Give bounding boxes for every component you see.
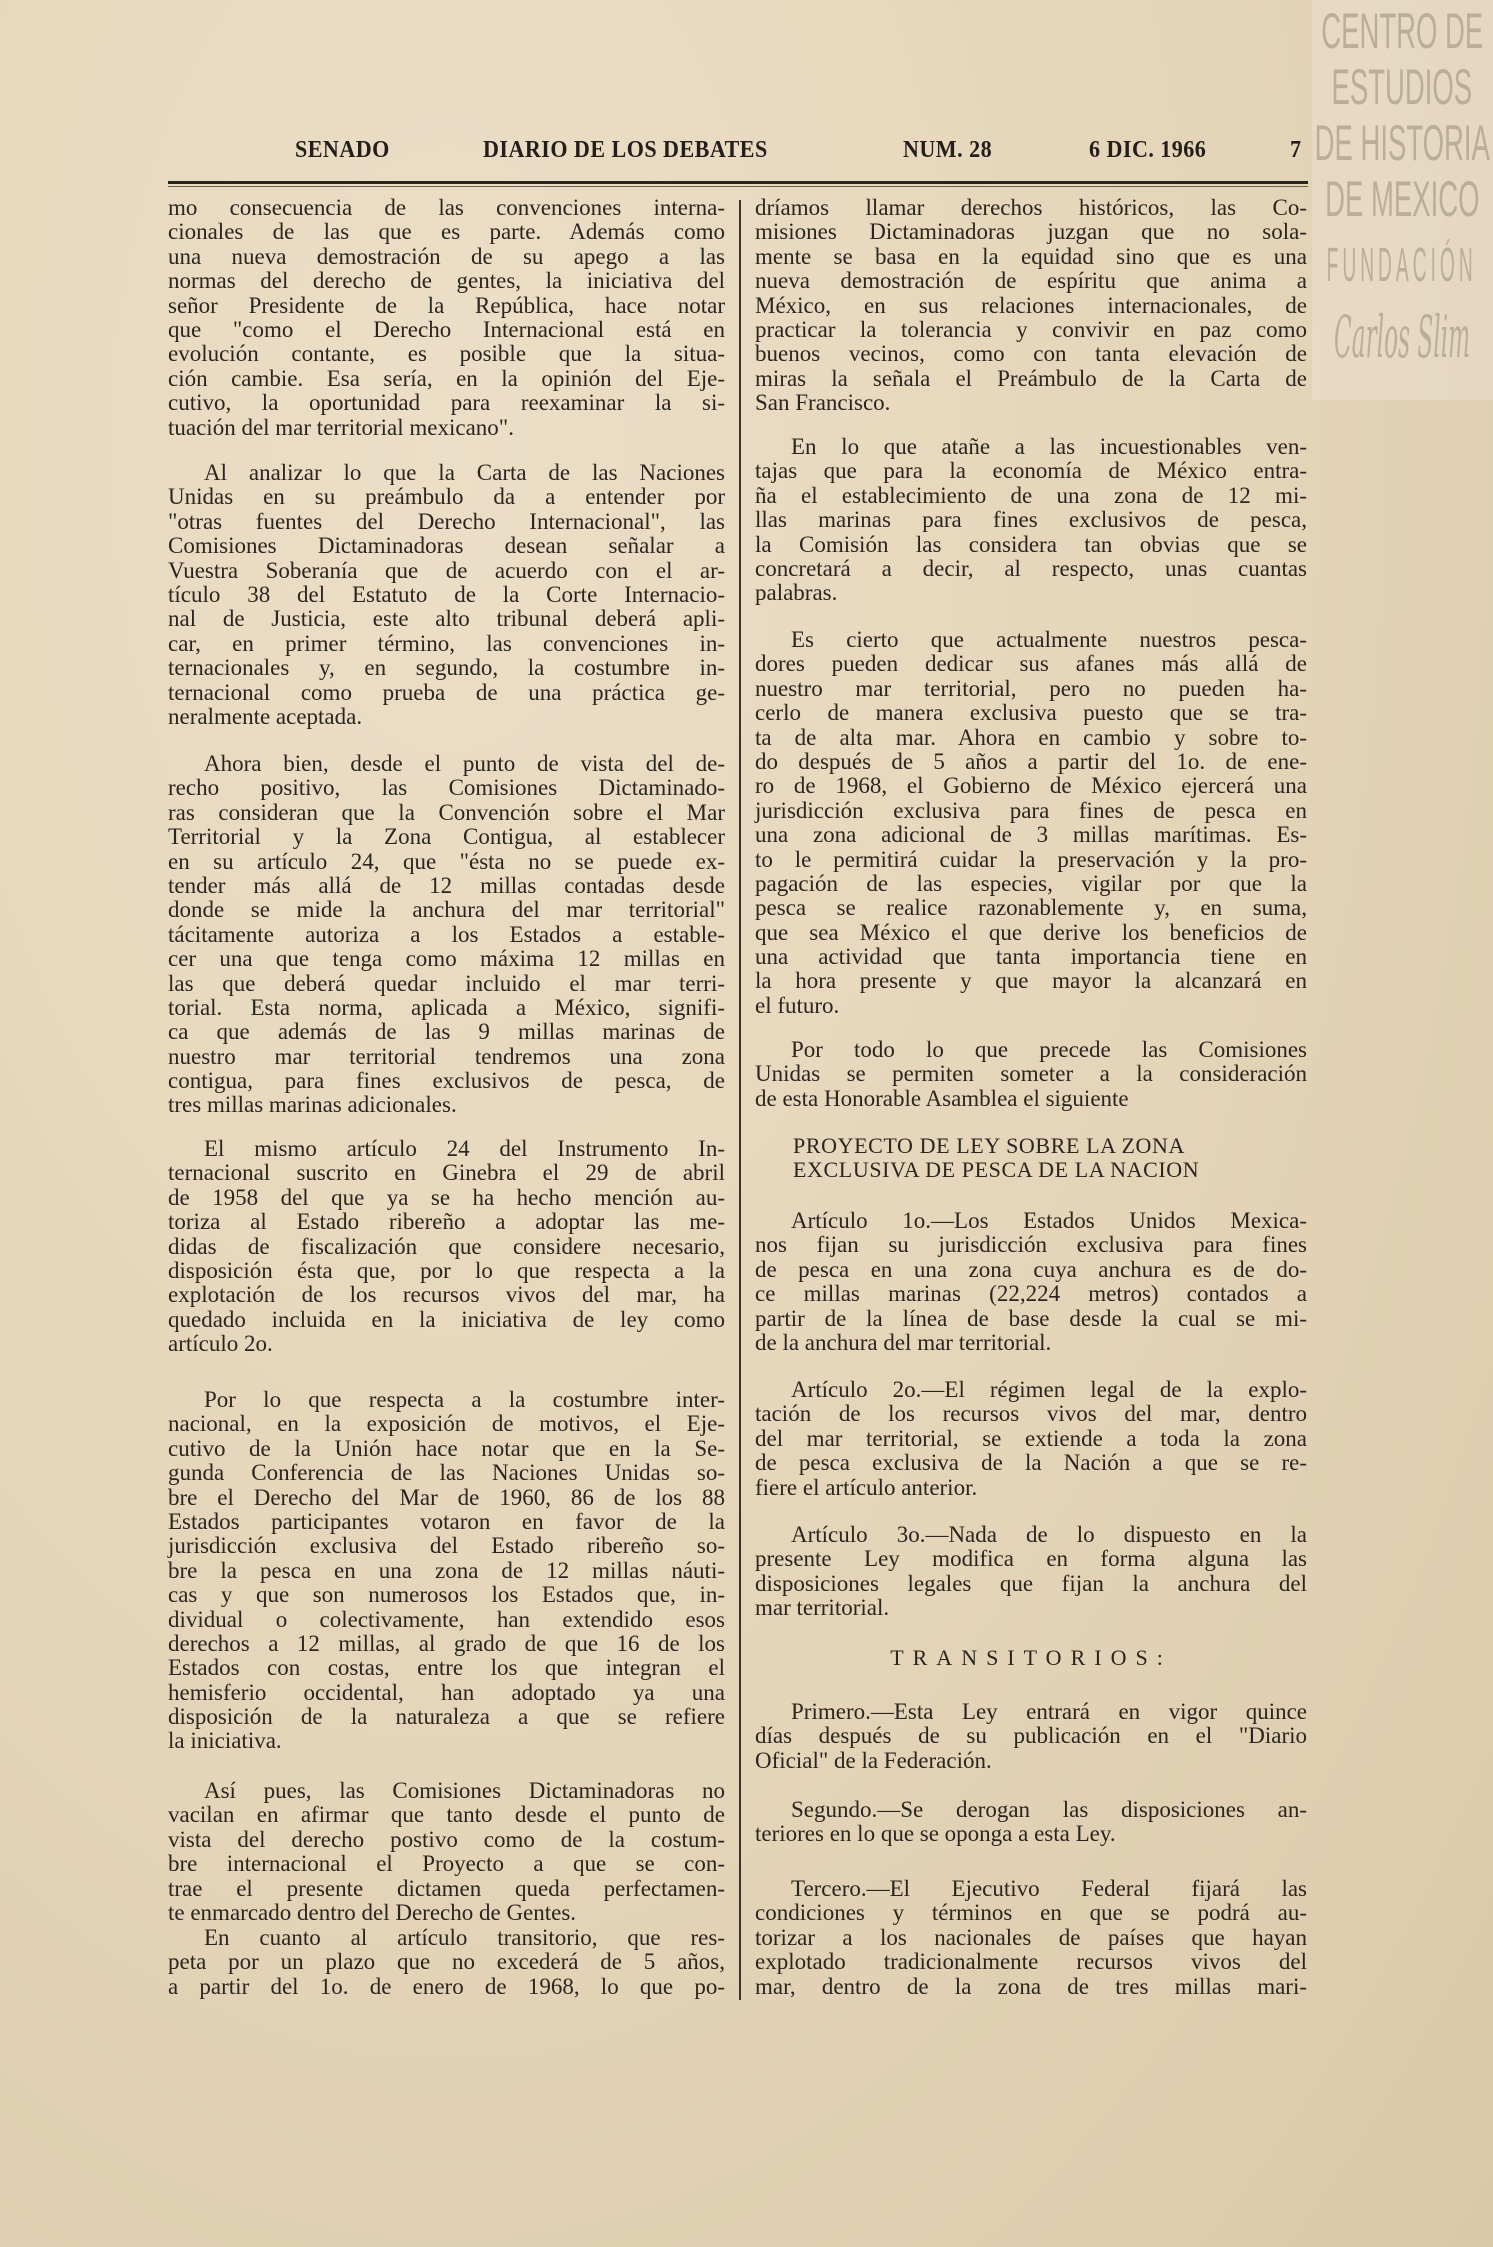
text-line: te enmarcado dentro del Derecho de Gentes. (168, 1899, 577, 1925)
text-line: ña el establecimiento de una zona de 12 mi- (755, 482, 1307, 508)
text-line: Unidas en su preámbulo da a entender por (168, 484, 725, 510)
text-line: Artículo 1o.—Los Estados Unidos Mexica- (791, 1208, 1307, 1233)
text-line: el futuro. (755, 992, 840, 1018)
header-date: 6 DIC. 1966 (1089, 137, 1207, 163)
header-rule (168, 181, 1308, 184)
text-line: Vuestra Soberanía que de acuerdo con el ar- (168, 557, 725, 583)
text-line: mar, dentro de la zona de tres millas mari- (755, 1973, 1307, 1999)
text-line: El mismo artículo 24 del Instrumento In- (204, 1136, 725, 1161)
text-line: jurisdicción exclusiva del Estado ribereño so- (168, 1533, 725, 1559)
paragraph (168, 1137, 725, 1357)
bill-heading-line: EXCLUSIVA DE PESCA DE LA NACION (793, 1157, 1200, 1182)
text-line: to le permitirá cuidar la preservación y la pro- (755, 846, 1307, 872)
text-line: nacional, en la exposición de motivos, el Eje- (168, 1411, 725, 1437)
text-line: de pesca exclusiva de la Nación a que se re- (755, 1450, 1307, 1476)
text-line: dividual o colectivamente, han extendido esos (168, 1606, 725, 1632)
text-line: Estados con costas, entre los que integran el (168, 1655, 725, 1681)
text-line: misiones Dictaminadoras juzgan que no sola- (755, 219, 1307, 245)
header-publication: DIARIO DE LOS DEBATES (483, 137, 768, 163)
text-line: cerlo de manera exclusiva puesto que se tra- (755, 700, 1307, 726)
text-line: ca que además de las 9 millas marinas de (168, 1019, 725, 1045)
text-line: En cuanto al artículo transitorio, que res- (204, 1925, 725, 1950)
text-line: ternacional suscrito en Ginebra el 29 de abril (168, 1160, 725, 1186)
text-line: dríamos llamar derechos históricos, las Co- (755, 195, 1307, 220)
text-line: cutivo, la oportunidad para reexaminar la si- (168, 390, 725, 416)
paragraph (168, 196, 725, 440)
text-line: artículo 2o. (168, 1331, 273, 1357)
text-line: car, en primer término, las convenciones in- (168, 630, 725, 656)
text-line: buenos vecinos, como con tanta elevación de (755, 341, 1307, 367)
text-line: tación de los recursos vivos del mar, dentro (755, 1401, 1307, 1427)
text-line: llas marinas para fines exclusivos de pesca, (755, 507, 1307, 533)
text-line: de la anchura del mar territorial. (755, 1329, 1052, 1355)
text-line: mente se basa en la equidad sino que es una (755, 243, 1307, 269)
text-line: Por todo lo que precede las Comisiones (791, 1037, 1307, 1062)
text-line: Al analizar lo que la Carta de las Naciones (204, 460, 725, 485)
text-line: nal de Justicia, este alto tribunal deberá apli- (168, 606, 725, 632)
text-line: Territorial y la Zona Contigua, al establecer (168, 824, 725, 850)
text-line: "otras fuentes del Derecho Internacional", las (168, 508, 725, 534)
text-line: fiere el artículo anterior. (755, 1474, 978, 1500)
text-line: tículo 38 del Estatuto de la Corte Internacio- (168, 581, 725, 607)
text-line: Oficial" de la Federación. (755, 1747, 992, 1773)
text-line: Primero.—Esta Ley entrará en vigor quince (791, 1699, 1307, 1724)
text-line: en su artículo 24, que "ésta no se puede ex- (168, 848, 725, 874)
text-line: una zona adicional de 3 millas marítimas. Es- (755, 822, 1307, 848)
watermark-slot (1314, 116, 1490, 171)
text-line: trae el presente dictamen queda perfectamen- (168, 1875, 725, 1901)
text-line: pesca se realice razonablemente y, en suma, (755, 895, 1307, 921)
text-line: ras consideran que la Convención sobre el Mar (168, 799, 725, 825)
text-line: ternacional como prueba de una práctica ge- (168, 679, 725, 705)
text-line: ta de alta mar. Ahora en cambio y sobre to- (755, 724, 1307, 750)
text-line: las que deberá quedar incluido el mar terri- (168, 970, 725, 996)
text-line: Ahora bien, desde el punto de vista del de- (204, 751, 725, 776)
text-line: jurisdicción exclusiva para fines de pesca en (755, 797, 1307, 823)
watermark-line: DE MEXICO (1324, 171, 1480, 227)
text-line: nueva demostración de espíritu que anima a (755, 268, 1307, 294)
text-line: quedado incluida en la iniciativa de ley como (168, 1306, 725, 1332)
text-line: cer una que tenga como máxima 12 millas en (168, 946, 725, 972)
text-line: evolución contante, es posible que la situa- (168, 341, 725, 367)
text-line: del mar territorial, se extiende a toda la zona (755, 1425, 1307, 1451)
text-line: ce millas marinas (22,224 metros) contados a (755, 1281, 1307, 1307)
text-line: derechos a 12 millas, al grado de que 16 de los (168, 1630, 725, 1656)
paragraph (755, 1798, 1307, 1847)
text-line: presente Ley modifica en forma alguna las (755, 1546, 1307, 1572)
text-line: vacilan en afirmar que tanto desde el punto de (168, 1802, 725, 1828)
paragraph (168, 461, 725, 729)
text-line: cionales de las que es parte. Además como (168, 219, 725, 245)
text-line: de 1958 del que ya se ha hecho mención au- (168, 1184, 725, 1210)
paragraph (168, 1779, 725, 1925)
text-line: do después de 5 años a partir del 1o. de ene- (755, 748, 1307, 774)
transitory-heading: TRANSITORIOS: (890, 1645, 1172, 1670)
text-line: cas y que son numerosos los Estados que, in- (168, 1582, 725, 1608)
text-line: En lo que atañe a las incuestionables ven- (791, 434, 1307, 459)
text-line: la hora presente y que mayor la alcanzará en (755, 968, 1307, 994)
text-line: nos fijan su jurisdicción exclusiva para fines (755, 1232, 1307, 1258)
paragraph (755, 435, 1307, 606)
text-line: días después de su publicación en el "Diario (755, 1723, 1307, 1749)
watermark-slot (1314, 303, 1490, 371)
text-line: señor Presidente de la República, hace notar (168, 292, 725, 318)
bill-heading-line: PROYECTO DE LEY SOBRE LA ZONA (793, 1133, 1186, 1158)
text-line: neralmente aceptada. (168, 703, 363, 729)
text-line: de esta Honorable Asamblea el siguiente (755, 1085, 1129, 1111)
text-line: torizar a los nacionales de países que hayan (755, 1924, 1307, 1950)
text-line: tuación del mar territorial mexicano". (168, 414, 514, 440)
text-line: que sea México el que derive los beneficios de (755, 919, 1307, 945)
text-line: torial. Esta norma, aplicada a México, signifi- (168, 994, 725, 1020)
paragraph (755, 1877, 1307, 1999)
text-line: cutivo de la Unión hace notar que en la Se- (168, 1435, 725, 1461)
text-line: disposición ésta que, por lo que respecta a la (168, 1257, 725, 1283)
paragraph (755, 1378, 1307, 1500)
watermark-line: DE HISTORIA (1314, 115, 1490, 171)
bill-heading (793, 1134, 1199, 1182)
text-line: bre el Derecho del Mar de 1960, 86 de los 88 (168, 1484, 725, 1510)
text-line: contigua, para fines exclusivos de pesca, de (168, 1068, 725, 1094)
watermark-line: ESTUDIOS (1331, 59, 1473, 115)
watermark-slot (1314, 172, 1490, 227)
text-line: nuestro mar territorial, pero no pueden ha- (755, 675, 1307, 701)
text-line: Unidas se permiten someter a la consideración (755, 1061, 1307, 1087)
paragraph (755, 1209, 1307, 1355)
text-line: toriza al Estado ribereño a adoptar las me- (168, 1209, 725, 1235)
text-line: pagación de las especies, vigilar por que la (755, 870, 1307, 896)
watermark-slot (1314, 60, 1490, 115)
text-line: concretará a decir, al respecto, unas cuantas (755, 555, 1307, 581)
paragraph (755, 1523, 1307, 1621)
text-line: una nueva demostración de su apego a las (168, 243, 725, 269)
paragraph (755, 1038, 1307, 1111)
paragraph (755, 1700, 1307, 1773)
paragraph (168, 752, 725, 1118)
watermark-signature: Carlos Slim (1333, 303, 1471, 371)
header-number: NUM. 28 (903, 137, 993, 163)
text-line: gunda Conferencia de las Naciones Unidas so- (168, 1460, 725, 1486)
paragraph (168, 1388, 725, 1754)
watermark-foundation: FUNDACIÓN (1326, 239, 1478, 292)
text-line: México, en sus relaciones internacionales, de (755, 292, 1307, 318)
text-line: Así pues, las Comisiones Dictaminadoras no (204, 1778, 725, 1803)
text-line: ro de 1968, el Gobierno de México ejercerá una (755, 773, 1307, 799)
text-line: miras la señala el Preámbulo de la Carta de (755, 365, 1307, 391)
text-line: explotado tradicionalmente recursos vivos del (755, 1949, 1307, 1975)
text-line: tácitamente autoriza a los Estados a estable- (168, 921, 725, 947)
text-line: recho positivo, las Comisiones Dictaminado- (168, 775, 725, 801)
text-line: Es cierto que actualmente nuestros pesca- (791, 627, 1307, 652)
text-line: teriores en lo que se oponga a esta Ley. (755, 1821, 1116, 1847)
text-line: Estados participantes votaron en favor de la (168, 1508, 725, 1534)
text-line: una actividad que tanta importancia tiene en (755, 944, 1307, 970)
header-section: SENADO (295, 137, 390, 163)
text-line: practicar la tolerancia y convivir en paz como (755, 316, 1307, 342)
text-line: explotación de los recursos vivos del mar, ha (168, 1282, 725, 1308)
header-page-number: 7 (1290, 137, 1302, 163)
text-line: tres millas marinas adicionales. (168, 1092, 457, 1118)
text-line: tajas que para la economía de México entra- (755, 458, 1307, 484)
text-line: palabras. (755, 580, 838, 606)
text-line: vista del derecho postivo como de la costum- (168, 1826, 725, 1852)
text-line: disposición de la naturaleza a que se refiere (168, 1704, 725, 1730)
text-line: a partir del 1o. de enero de 1968, lo que po- (168, 1973, 725, 1999)
watermark-slot (1314, 4, 1490, 59)
text-line: normas del derecho de gentes, la iniciativa del (168, 268, 725, 294)
text-line: la iniciativa. (168, 1728, 282, 1754)
text-line: ción cambie. Esa sería, en la opinión del Eje- (168, 365, 725, 391)
column-divider (739, 200, 741, 2000)
text-line: Segundo.—Se derogan las disposiciones an- (791, 1797, 1307, 1822)
text-line: hemisferio occidental, han adoptado ya una (168, 1679, 725, 1705)
paragraph (168, 1926, 725, 1999)
text-line: que "como el Derecho Internacional está en (168, 316, 725, 342)
text-line: ternacionales y, en segundo, la costumbre in- (168, 655, 725, 681)
text-line: Por lo que respecta a la costumbre inter- (204, 1387, 725, 1412)
text-line: la Comisión las considera tan obvias que se (755, 531, 1307, 557)
text-line: condiciones y términos en que se podrá au- (755, 1900, 1307, 1926)
text-line: bre internacional el Proyecto a que se con- (168, 1851, 725, 1877)
text-line: mar territorial. (755, 1595, 890, 1621)
text-line: tender más allá de 12 millas contadas desde (168, 872, 725, 898)
watermark-slot (1314, 240, 1490, 293)
text-line: mo consecuencia de las convenciones interna- (168, 195, 725, 220)
text-line: Artículo 3o.—Nada de lo dispuesto en la (791, 1522, 1307, 1547)
text-line: Comisiones Dictaminadoras desean señalar a (168, 533, 725, 559)
text-line: partir de la línea de base desde la cual se mi- (755, 1305, 1307, 1331)
text-line: Artículo 2o.—El régimen legal de la explo- (791, 1377, 1307, 1402)
text-line: nuestro mar territorial tendremos una zona (168, 1043, 725, 1069)
text-line: peta por un plazo que no excederá de 5 años, (168, 1949, 725, 1975)
text-line: de pesca en una zona cuya anchura es de do- (755, 1256, 1307, 1282)
paragraph (755, 196, 1307, 416)
watermark-line: CENTRO DE (1321, 3, 1483, 59)
text-line: dores pueden dedicar sus afanes más allá de (755, 651, 1307, 677)
header-rule-thin (168, 186, 1308, 187)
text-line: donde se mide la anchura del mar territorial" (168, 897, 725, 923)
paragraph (755, 628, 1307, 1018)
text-line: San Francisco. (755, 390, 891, 416)
text-line: Tercero.—El Ejecutivo Federal fijará las (791, 1876, 1307, 1901)
text-line: didas de fiscalización que considere necesario, (168, 1233, 725, 1259)
text-line: disposiciones legales que fijan la anchura del (755, 1570, 1307, 1596)
text-line: bre la pesca en una zona de 12 millas náuti- (168, 1557, 725, 1583)
